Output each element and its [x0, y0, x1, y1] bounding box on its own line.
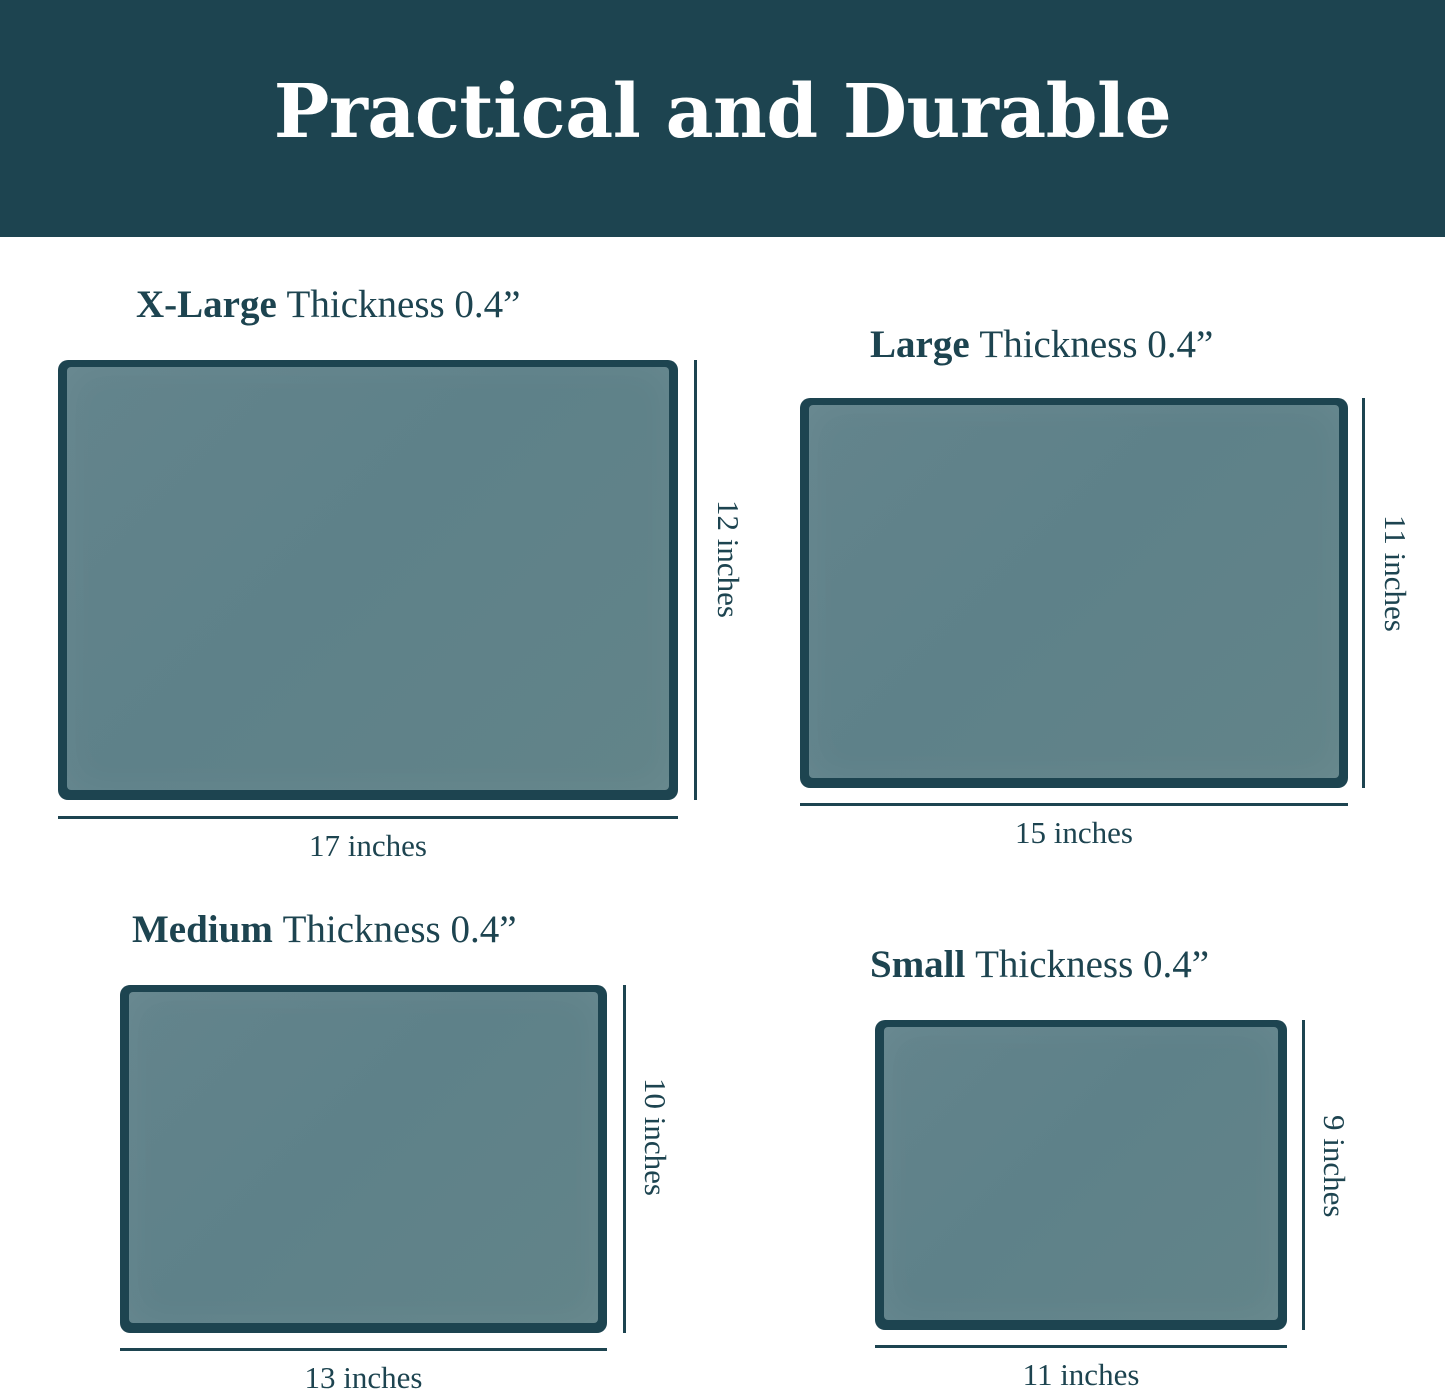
dimension-rule-horizontal — [120, 1348, 607, 1351]
dimension-label-height-large: 11 inches — [1378, 515, 1413, 632]
product-size-name: Medium — [132, 908, 283, 951]
mat-surface — [809, 405, 1339, 778]
product-thickness: Thickness 0.4” — [975, 943, 1210, 986]
dimension-rule-vertical — [1302, 1020, 1305, 1330]
product-size-name: X-Large — [136, 283, 287, 326]
product-label-x-large — [136, 285, 521, 324]
product-size-name: Large — [870, 323, 980, 366]
dimension-label-width-x-large: 17 inches — [309, 828, 427, 863]
mat-surface — [884, 1027, 1278, 1320]
dimension-rule-horizontal — [875, 1345, 1287, 1348]
mat-surface — [129, 992, 598, 1323]
dimension-label-width-medium: 13 inches — [304, 1360, 423, 1395]
dimension-label-width-large: 15 inches — [1015, 815, 1133, 850]
product-panel-large — [800, 325, 1420, 865]
dimension-rule-horizontal — [58, 816, 678, 819]
product-label-medium — [132, 910, 517, 949]
dimension-label-height-small: 9 inches — [1317, 1115, 1352, 1218]
dimension-label-height-x-large: 12 inches — [711, 500, 746, 618]
dimension-rule-vertical — [623, 985, 626, 1333]
product-label-small — [870, 945, 1209, 984]
mat-graphic-medium — [120, 985, 607, 1333]
product-panel-small — [870, 945, 1430, 1395]
dimension-rule-vertical — [1362, 398, 1365, 788]
mat-graphic-small — [875, 1020, 1287, 1330]
mat-surface — [67, 367, 669, 790]
dimension-rule-vertical — [694, 360, 697, 800]
product-size-name: Small — [870, 943, 976, 986]
dimension-label-width-small: 11 inches — [1022, 1357, 1140, 1392]
product-panel-x-large — [58, 285, 758, 865]
product-thickness: Thickness 0.4” — [979, 323, 1214, 366]
product-label-large — [870, 325, 1213, 364]
page-title: Practical and Durable — [273, 68, 1172, 155]
header-banner — [0, 0, 1445, 237]
product-thickness: Thickness 0.4” — [282, 908, 517, 951]
mat-graphic-large — [800, 398, 1348, 788]
dimension-rule-horizontal — [800, 803, 1348, 806]
dimension-label-height-medium: 10 inches — [638, 1078, 673, 1196]
product-thickness: Thickness 0.4” — [286, 283, 521, 326]
mat-graphic-x-large — [58, 360, 678, 800]
product-panel-medium — [120, 908, 740, 1395]
